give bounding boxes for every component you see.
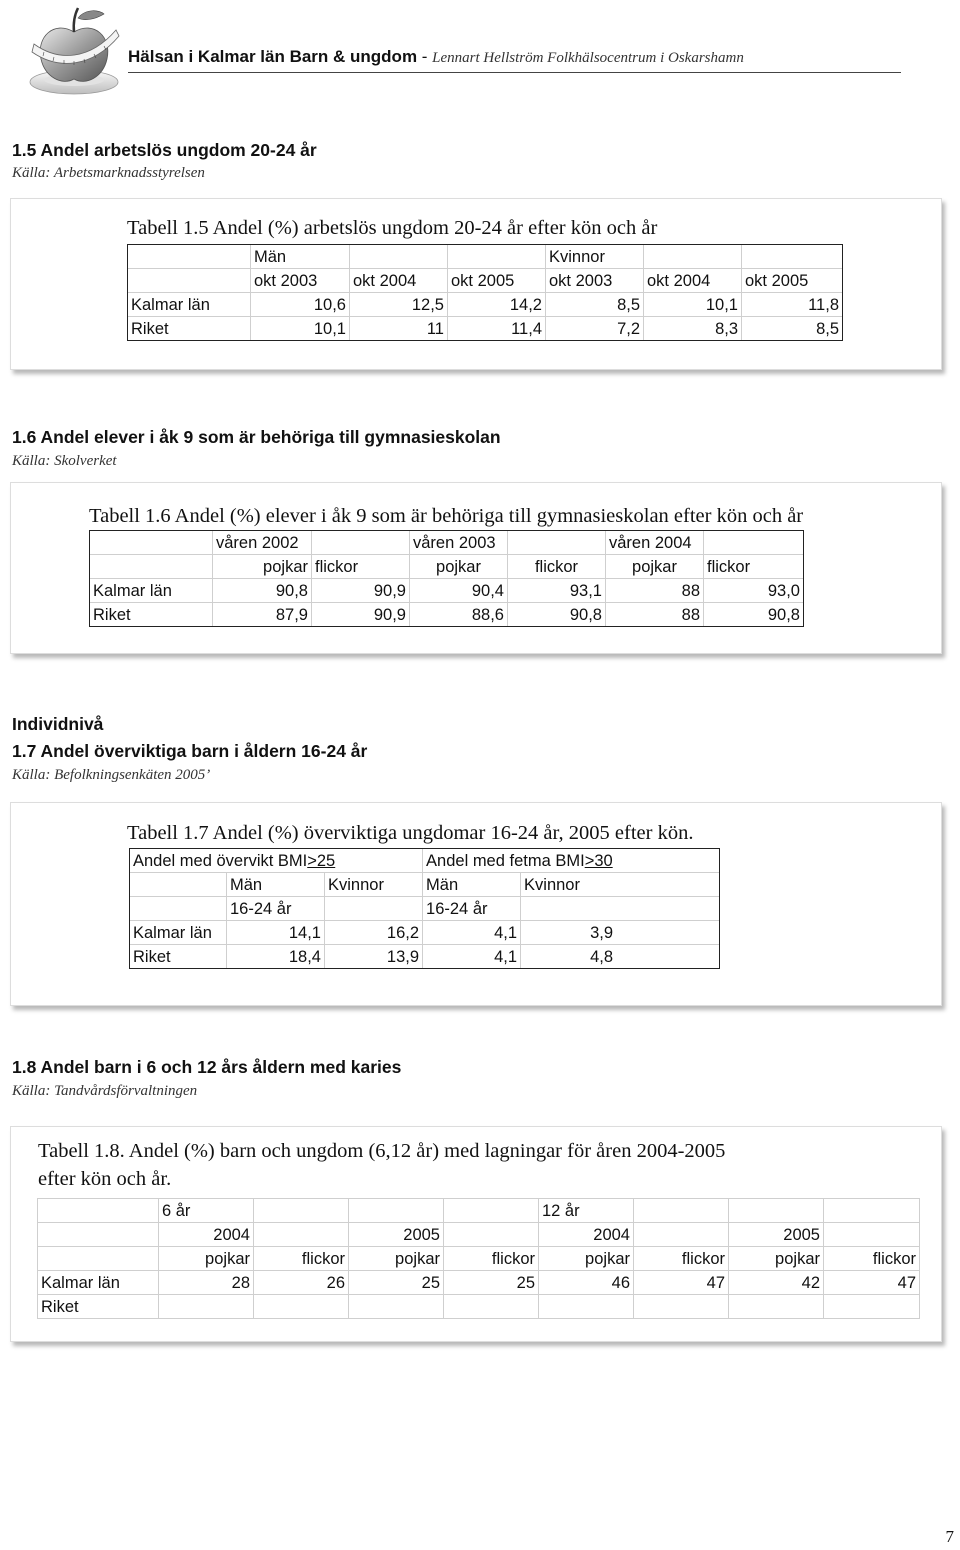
column-header: flickor <box>508 555 606 579</box>
table-cell: 47 <box>824 1271 920 1295</box>
table-cell: 26 <box>254 1271 349 1295</box>
column-header: flickor <box>444 1247 539 1271</box>
table-cell: 88 <box>606 603 704 627</box>
table-cell: 90,9 <box>312 579 410 603</box>
group-label: Män <box>251 245 350 269</box>
table-caption-1-8-line1: Tabell 1.8. Andel (%) barn och ungdom (6,12 år) med lagningar för åren 2004-2005 <box>38 1140 726 1162</box>
table-cell <box>254 1295 349 1319</box>
overweight-group-label: Andel med övervikt BMI>25 <box>130 849 423 873</box>
table-caption-1-8-line2: efter kön och år. <box>38 1168 172 1190</box>
table-row <box>130 945 720 969</box>
table-cell: 10,6 <box>251 293 350 317</box>
table-1-6 <box>89 530 804 627</box>
table-cell: 7,2 <box>546 317 644 341</box>
table-cell: 10,1 <box>251 317 350 341</box>
table-cell <box>159 1295 254 1319</box>
table-cell: 88 <box>606 579 704 603</box>
table-cell: 16,2 <box>325 921 423 945</box>
column-header: 16-24 år <box>227 897 325 921</box>
page-header <box>128 47 744 67</box>
row-label: Kalmar län <box>128 293 251 317</box>
table-row <box>38 1295 920 1319</box>
section-heading-1-7: 1.7 Andel överviktiga barn i åldern 16-24 år <box>12 741 368 761</box>
table-cell: 88,6 <box>410 603 508 627</box>
column-header: okt 2004 <box>350 269 448 293</box>
table-header-row <box>128 245 843 269</box>
table-caption-1-7: Tabell 1.7 Andel (%) överviktiga ungdomar 16-24 år, 2005 efter kön. <box>127 822 694 844</box>
header-subtitle: Lennart Hellström Folkhälsocentrum i Oskarshamn <box>432 50 744 66</box>
group-label: våren 2002 <box>213 531 312 555</box>
column-header: 2005 <box>729 1223 824 1247</box>
section-heading-1-6: 1.6 Andel elever i åk 9 som är behöriga till gymnasieskolan <box>12 427 501 447</box>
table-cell <box>729 1295 824 1319</box>
source-1-7: Källa: Befolkningsenkäten 2005’ <box>12 767 211 783</box>
source-1-5: Källa: Arbetsmarknadsstyrelsen <box>12 165 205 181</box>
table-cell <box>349 1295 444 1319</box>
group-label: Kvinnor <box>546 245 644 269</box>
table-cell: 11,4 <box>448 317 546 341</box>
header-separator: - <box>417 47 433 66</box>
page-number: 7 <box>945 1527 954 1546</box>
table-cell: 18,4 <box>227 945 325 969</box>
table-1-5 <box>127 244 843 341</box>
group-label: våren 2004 <box>606 531 704 555</box>
table-cell: 4,8 <box>521 945 720 969</box>
table-cell: 42 <box>729 1271 824 1295</box>
table-cell: 90,4 <box>410 579 508 603</box>
table-header-row <box>130 873 720 897</box>
source-1-6: Källa: Skolverket <box>12 453 117 469</box>
column-header: flickor <box>824 1247 920 1271</box>
table-cell: 8,3 <box>644 317 742 341</box>
column-header: pojkar <box>213 555 312 579</box>
table-cell: 12,5 <box>350 293 448 317</box>
column-header: flickor <box>254 1247 349 1271</box>
column-header: 2004 <box>539 1223 634 1247</box>
table-header-row <box>38 1199 920 1223</box>
table-cell: 47 <box>634 1271 729 1295</box>
table-row <box>90 579 804 603</box>
table-cell: 90,8 <box>508 603 606 627</box>
table-cell: 25 <box>349 1271 444 1295</box>
column-header: okt 2003 <box>546 269 644 293</box>
column-header: pojkar <box>729 1247 824 1271</box>
table-row <box>90 603 804 627</box>
table-header-row <box>128 269 843 293</box>
table-cell: 25 <box>444 1271 539 1295</box>
table-cell: 90,8 <box>213 579 312 603</box>
row-label: Kalmar län <box>38 1271 159 1295</box>
table-cell: 14,2 <box>448 293 546 317</box>
column-header: Män <box>423 873 521 897</box>
group-label: 6 år <box>159 1199 254 1223</box>
column-header: Kvinnor <box>521 873 720 897</box>
column-header: flickor <box>312 555 410 579</box>
obese-group-label: Andel med fetma BMI>30 <box>423 849 720 873</box>
column-header: pojkar <box>159 1247 254 1271</box>
group-label: våren 2003 <box>410 531 508 555</box>
table-cell: 93,1 <box>508 579 606 603</box>
column-header: pojkar <box>539 1247 634 1271</box>
table-cell: 3,9 <box>521 921 720 945</box>
table-cell: 11,8 <box>742 293 843 317</box>
table-1-7 <box>129 848 720 969</box>
table-cell: 4,1 <box>423 921 521 945</box>
table-row <box>128 317 843 341</box>
table-cell <box>539 1295 634 1319</box>
section-heading-1-8: 1.8 Andel barn i 6 och 12 års åldern med karies <box>12 1057 402 1077</box>
row-label: Riket <box>128 317 251 341</box>
row-label: Riket <box>130 945 227 969</box>
table-cell: 90,9 <box>312 603 410 627</box>
table-cell <box>634 1295 729 1319</box>
table-cell: 87,9 <box>213 603 312 627</box>
table-cell: 11 <box>350 317 448 341</box>
table-cell: 14,1 <box>227 921 325 945</box>
level-heading: Individnivå <box>12 714 104 734</box>
table-header-row <box>90 555 804 579</box>
row-label: Kalmar län <box>130 921 227 945</box>
row-label: Kalmar län <box>90 579 213 603</box>
group-label: 12 år <box>539 1199 634 1223</box>
table-header-row <box>130 897 720 921</box>
column-header: okt 2004 <box>644 269 742 293</box>
table-cell <box>444 1295 539 1319</box>
column-header: okt 2003 <box>251 269 350 293</box>
column-header: 2005 <box>349 1223 444 1247</box>
source-1-8: Källa: Tandvårdsförvaltningen <box>12 1083 198 1099</box>
table-1-8 <box>37 1198 920 1319</box>
table-header-row <box>90 531 804 555</box>
header-rule <box>128 72 901 73</box>
row-label: Riket <box>90 603 213 627</box>
table-cell: 10,1 <box>644 293 742 317</box>
table-cell: 8,5 <box>546 293 644 317</box>
table-cell <box>824 1295 920 1319</box>
table-cell: 4,1 <box>423 945 521 969</box>
table-row <box>128 293 843 317</box>
column-header: 16-24 år <box>423 897 521 921</box>
table-header-row <box>38 1247 920 1271</box>
table-caption-1-5: Tabell 1.5 Andel (%) arbetslös ungdom 20-24 år efter kön och år <box>127 217 658 239</box>
row-label: Riket <box>38 1295 159 1319</box>
column-header: Män <box>227 873 325 897</box>
column-header: Kvinnor <box>325 873 423 897</box>
table-cell: 46 <box>539 1271 634 1295</box>
table-cell: 93,0 <box>704 579 804 603</box>
table-cell: 8,5 <box>742 317 843 341</box>
header-title: Hälsan i Kalmar län Barn & ungdom <box>128 47 418 66</box>
column-header: pojkar <box>349 1247 444 1271</box>
column-header: pojkar <box>606 555 704 579</box>
table-header-row <box>38 1223 920 1247</box>
column-header: flickor <box>634 1247 729 1271</box>
section-heading-1-5: 1.5 Andel arbetslös ungdom 20-24 år <box>12 140 317 160</box>
column-header: okt 2005 <box>448 269 546 293</box>
apple-logo-icon <box>24 2 124 102</box>
column-header: okt 2005 <box>742 269 843 293</box>
column-header: pojkar <box>410 555 508 579</box>
table-cell: 28 <box>159 1271 254 1295</box>
table-cell: 90,8 <box>704 603 804 627</box>
table-header-row <box>130 849 720 873</box>
table-row <box>38 1271 920 1295</box>
column-header: flickor <box>704 555 804 579</box>
table-cell: 13,9 <box>325 945 423 969</box>
table-caption-1-6: Tabell 1.6 Andel (%) elever i åk 9 som är behöriga till gymnasieskolan efter kön och år <box>89 505 804 527</box>
column-header: 2004 <box>159 1223 254 1247</box>
table-row <box>130 921 720 945</box>
